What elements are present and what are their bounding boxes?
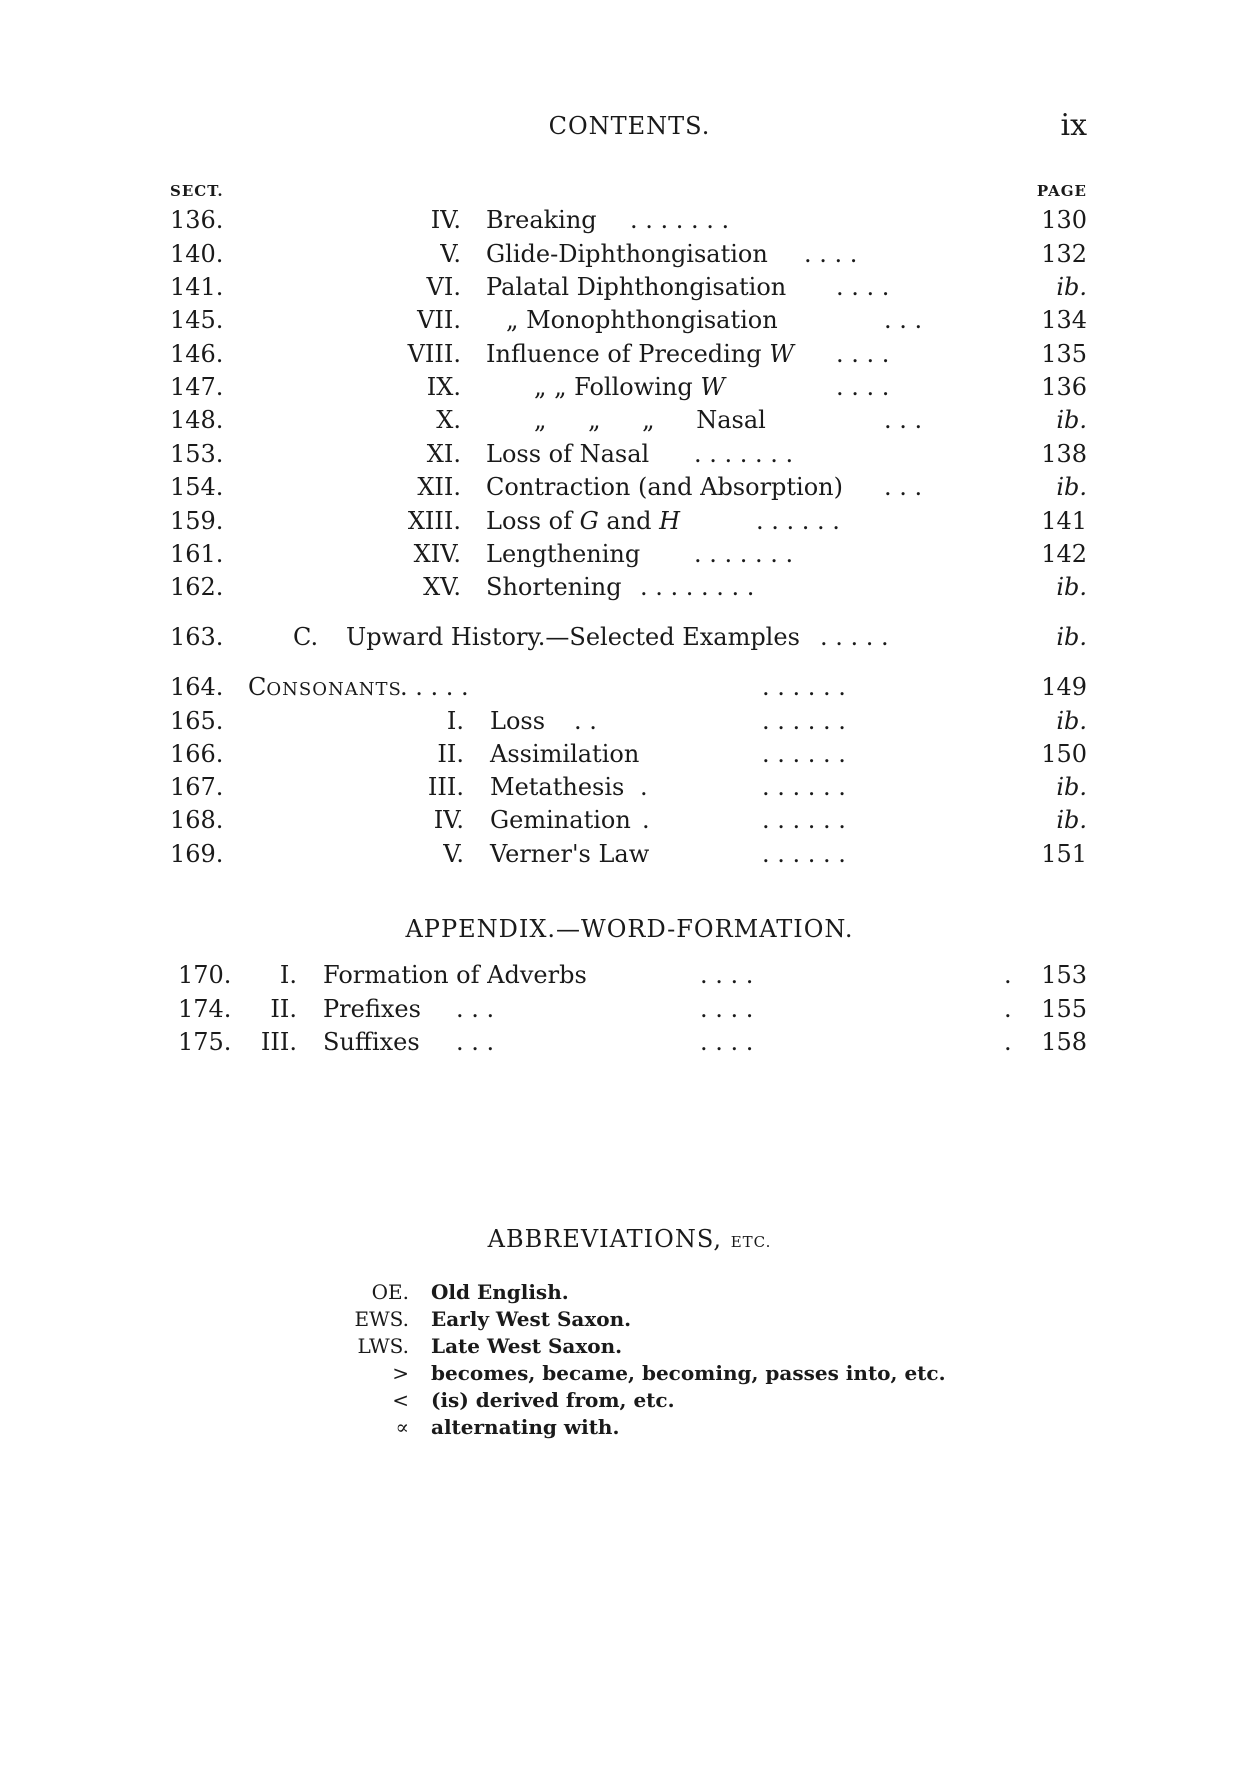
roman-numeral: XII. [417,473,461,501]
entry-title: Assimilation [490,740,640,768]
entry-page: 153 [1041,961,1087,989]
abbreviation-item [0,1334,1259,1362]
dot-leader: . . . [884,406,923,434]
entry-title: Loss [490,707,546,735]
becomes-symbol: > [392,1361,409,1385]
alternating-symbol: ∝ [395,1415,409,1439]
abbreviation-item [0,1388,1259,1416]
dot-leader: . . [574,707,597,735]
toc-row [0,406,1259,440]
running-head [0,108,1259,148]
entry-page: 132 [1041,240,1087,268]
dot-leader: . . . [884,473,923,501]
roman-numeral: I. [446,707,464,735]
dot-leader: . . . . . . . . [640,573,755,601]
entry-page: 151 [1041,840,1087,868]
roman-numeral: X. [436,406,461,434]
entry-title-italic: W [700,373,726,401]
entry-page: ib. [1056,573,1087,601]
section-number: 174. [178,995,232,1023]
entry-page: 141 [1041,507,1087,535]
entry-page: 142 [1041,540,1087,568]
entry-title [486,340,794,368]
roman-numeral: IV. [430,206,461,234]
consonants-heading-row [0,673,1259,707]
dot-leader: . . . . [836,273,890,301]
entry-page: ib. [1056,473,1087,501]
abbreviation-value: Late West Saxon. [431,1334,623,1358]
dot-leader: . [642,806,650,834]
toc-row [0,440,1259,474]
entry-title: Lengthening [486,540,641,568]
sect-column-heading: SECT. [170,182,224,200]
dot-leader: . . . . . . . [694,440,794,468]
entry-title: Breaking [486,206,597,234]
abbreviations-title [0,1225,1259,1253]
dot-leader: . . . . . . [756,507,840,535]
abbreviation-value: becomes, became, becoming, passes into, etc. [431,1361,946,1385]
section-number: 147. [170,373,224,401]
roman-numeral: XV. [423,573,461,601]
entry-page: ib. [1056,623,1087,651]
dot-leader: . . . . [804,240,858,268]
section-number: 153. [170,440,224,468]
dot-leader: . [1004,995,1012,1023]
entry-page: 155 [1041,995,1087,1023]
abbreviation-item [0,1361,1259,1389]
abbreviation-value: Early West Saxon. [431,1307,632,1331]
roman-numeral: III. [427,773,464,801]
roman-numeral: III. [260,1028,297,1056]
toc-row [0,995,1259,1029]
entry-title: Glide-Diphthongisation [486,240,768,268]
toc-row [0,961,1259,995]
entry-title [534,373,725,401]
dot-leader: . . . . . . [762,773,846,801]
section-number: 141. [170,273,224,301]
dot-leader: . . . . [836,373,890,401]
abbreviation-key: OE. [371,1280,409,1304]
upward-history-row [0,623,1259,657]
entry-title-text: Loss of [486,507,580,535]
abbreviations-title-text: ABBREVIATIONS, [487,1225,723,1253]
entry-page: ib. [1056,406,1087,434]
entry-page: 130 [1041,206,1087,234]
dot-leader: . . . . . . . [630,206,730,234]
entry-page: ib. [1056,707,1087,735]
abbreviation-value: Old English. [431,1280,569,1304]
dot-leader: . . . [456,995,495,1023]
entry-page: 134 [1041,306,1087,334]
dot-leader: . . . . . . [762,673,846,701]
section-number: 140. [170,240,224,268]
section-number: 161. [170,540,224,568]
dot-leader: . [640,773,648,801]
entry-title: „ Monophthongisation [506,306,778,334]
roman-numeral: II. [437,740,464,768]
small-caps-initial: C [248,673,267,701]
toc-row [0,806,1259,840]
abbreviation-value: (is) derived from, etc. [431,1388,675,1412]
roman-numeral: VIII. [407,340,461,368]
entry-title: Loss of Nasal [486,440,650,468]
toc-row [0,773,1259,807]
entry-page: ib. [1056,806,1087,834]
derived-from-symbol: < [392,1388,409,1412]
section-number: 167. [170,773,224,801]
entry-page: 135 [1041,340,1087,368]
page-number: ix [1060,108,1087,143]
abbreviation-item [0,1415,1259,1443]
roman-numeral: I. [279,961,297,989]
entry-page: ib. [1056,773,1087,801]
appendix-title: APPENDIX.—WORD-FORMATION. [405,915,854,943]
entry-title-italic: H [659,507,681,535]
dot-leader: . . . . . . [762,840,846,868]
toc-row [0,473,1259,507]
roman-numeral: V. [440,240,461,268]
abbreviation-value: alternating with. [431,1415,620,1439]
dot-leader: . . . . . . [762,707,846,735]
entry-page: ib. [1056,273,1087,301]
entry-title: Prefixes [323,995,421,1023]
roman-numeral: IV. [433,806,464,834]
toc-row [0,573,1259,607]
dot-leader: . . . [884,306,923,334]
abbreviation-key: LWS. [357,1334,409,1358]
roman-numeral: VII. [417,306,461,334]
entry-page: 158 [1041,1028,1087,1056]
entry-title: „ „ „ Nasal [534,406,766,434]
page-column-heading: PAGE [1036,182,1087,200]
dot-leader: . . . . . [400,673,469,701]
roman-numeral: XIII. [407,507,461,535]
entry-title: Upward History.—Selected Examples [346,623,800,651]
abbreviation-key: EWS. [354,1307,409,1331]
toc-row [0,240,1259,274]
roman-numeral: V. [443,840,464,868]
section-number: 136. [170,206,224,234]
entry-page: 150 [1041,740,1087,768]
toc-row [0,1028,1259,1062]
entry-page: 149 [1041,673,1087,701]
section-number: 175. [178,1028,232,1056]
small-caps-rest: ONSONANTS [266,679,402,700]
section-number: 168. [170,806,224,834]
dot-leader: . . . . . . [762,740,846,768]
entry-title: Metathesis [490,773,625,801]
section-number: 146. [170,340,224,368]
toc-row [0,840,1259,874]
roman-numeral: VI. [426,273,461,301]
dot-leader: . . . . [700,1028,754,1056]
dot-leader: . . . . [836,340,890,368]
entry-title: Verner's Law [490,840,650,868]
section-number: 170. [178,961,232,989]
abbreviation-item [0,1307,1259,1335]
section-number: 169. [170,840,224,868]
roman-numeral: II. [270,995,297,1023]
toc-row [0,373,1259,407]
entry-title-text: Influence of Preceding [486,340,770,368]
dot-leader: . . . . [700,961,754,989]
toc-row [0,540,1259,574]
roman-numeral: XIV. [413,540,461,568]
toc-row [0,707,1259,741]
entry-letter: C. [293,623,319,651]
section-number: 166. [170,740,224,768]
dot-leader: . . . [456,1028,495,1056]
section-number: 154. [170,473,224,501]
entry-title-text: „ „ Following [534,373,701,401]
toc-row [0,206,1259,240]
running-title: CONTENTS. [548,112,711,140]
abbreviations-title-etc: ETC. [730,1233,772,1251]
entry-page: 138 [1041,440,1087,468]
entry-title: Gemination [490,806,631,834]
toc-row [0,340,1259,374]
dot-leader: . . . . . . . [694,540,794,568]
roman-numeral: XI. [426,440,461,468]
dot-leader: . [1004,961,1012,989]
section-number: 164. [170,673,224,701]
entry-title: Contraction (and Absorption) [486,473,843,501]
toc-row [0,740,1259,774]
entry-title [486,507,680,535]
section-number: 159. [170,507,224,535]
entry-title: Suffixes [323,1028,420,1056]
section-number: 163. [170,623,224,651]
entry-title: Formation of Adverbs [323,961,587,989]
entry-title-italic: W [769,340,794,368]
abbreviation-item [0,1280,1259,1308]
section-number: 162. [170,573,224,601]
section-number: 145. [170,306,224,334]
entry-title: Palatal Diphthongisation [486,273,787,301]
roman-numeral: IX. [426,373,461,401]
toc-row [0,273,1259,307]
section-number: 148. [170,406,224,434]
entry-title: Shortening [486,573,622,601]
entry-title-italic: G [579,507,599,535]
dot-leader: . . . . . [820,623,889,651]
entry-page: 136 [1041,373,1087,401]
dot-leader: . . . . . . [762,806,846,834]
toc-row [0,507,1259,541]
dot-leader: . . . . [700,995,754,1023]
entry-title-text: and [598,507,660,535]
consonants-heading [248,673,402,701]
dot-leader: . [1004,1028,1012,1056]
section-number: 165. [170,707,224,735]
toc-row [0,306,1259,340]
